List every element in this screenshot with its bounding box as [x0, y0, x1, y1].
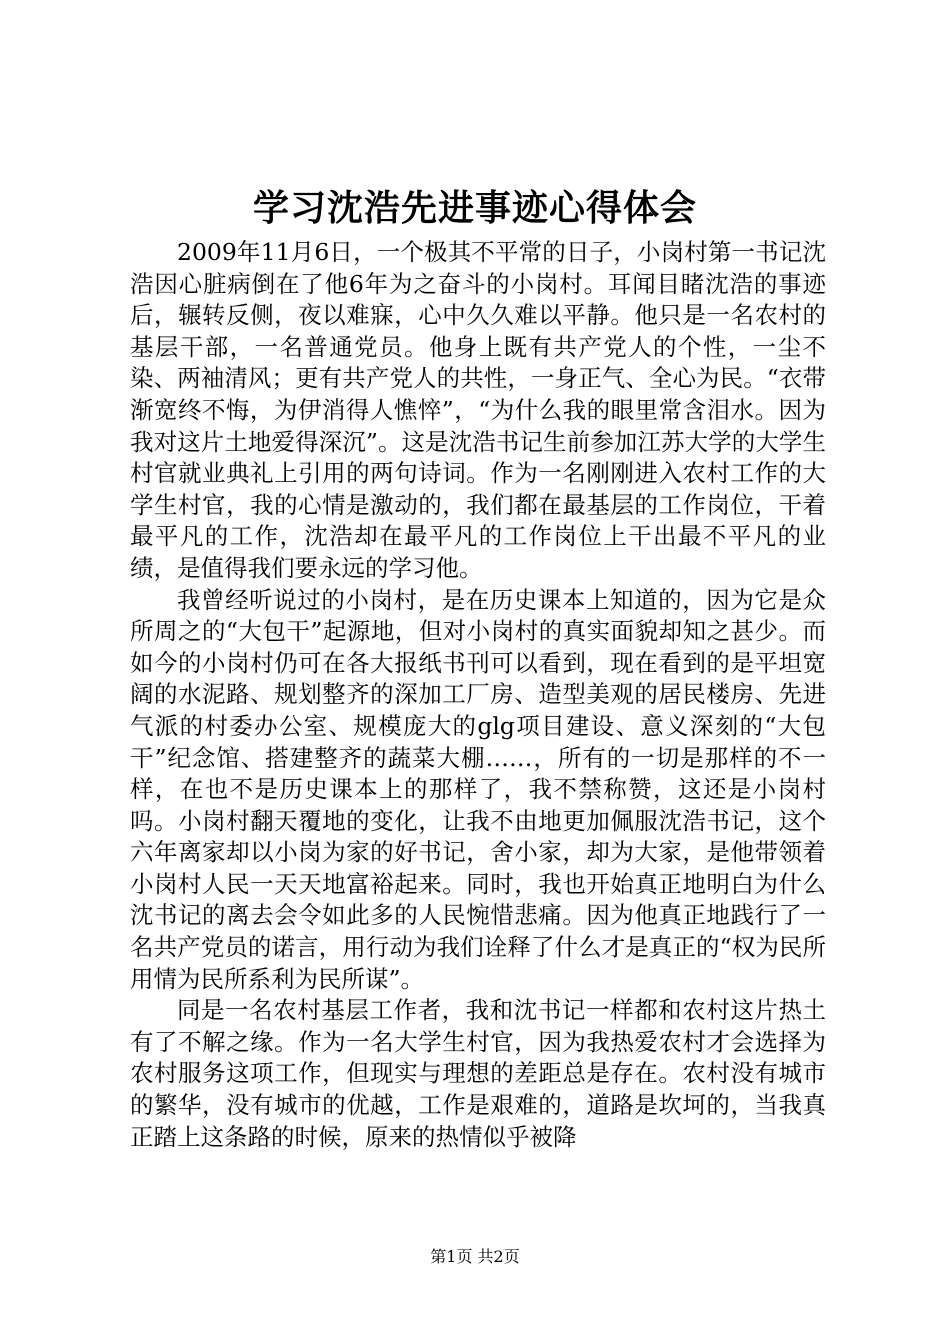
page-number-footer: 第1页 共2页 — [430, 1247, 520, 1266]
paragraph: 2009年11月6日，一个极其不平常的日子，小岗村第一书记沈浩因心脏病倒在了他6年为之奋斗的小岗村。耳闻目睹沈浩的事迹后，辗转反侧，夜以难寐，心中久久难以平静。他只是一名农村的基层干部，一名普通党员。他身上既有共产党人的个性，一尘不染、两袖清风；更有共产党人的共性，一身正气、全心为民。“衣带渐宽终不悔，为伊消得人憔悴”，“为什么我的眼里常含泪水。因为我对这片土地爱得深沉”。这是沈浩书记生前参加江苏大学的大学生村官就业典礼上引用的两句诗词。作为一名刚刚进入农村工作的大学生村官，我的心情是激动的，我们都在最基层的工作岗位，干着最平凡的工作，沈浩却在最平凡的工作岗位上干出最不平凡的业绩，是值得我们要永远的学习他。 — [130, 238, 826, 582]
document-title: 学习沈浩先进事迹心得体会 — [252, 187, 697, 229]
paragraph: 同是一名农村基层工作者，我和沈书记一样都和农村这片热土有了不解之缘。作为一名大学生村官，因为我热爱农村才会选择为农村服务这项工作，但现实与理想的差距总是存在。农村没有城市的繁华，没有城市的优越，工作是艰难的，道路是坎坷的，当我真正踏上这条路的时候，原来的热情似乎被降 — [130, 996, 826, 1151]
paragraph: 我曾经听说过的小岗村，是在历史课本上知道的，因为它是众所周之的“大包干”起源地，但对小岗村的真实面貌却知之甚少。而如今的小岗村仍可在各大报纸书刊可以看到，现在看到的是平坦宽阔的水泥路、规划整齐的深加工厂房、造型美观的居民楼房、先进气派的村委办公室、规模庞大的glg项目建设、意义深刻的“大包干”纪念馆、搭建整齐的蔬菜大棚……，所有的一切是那样的不一样，在也不是历史课本上的那样了，我不禁称赞，这还是小岗村吗。小岗村翻天覆地的变化，让我不由地更加佩服沈浩书记，这个六年离家却以小岗为家的好书记，舍小家，却为大家，是他带领着小岗村人民一天天地富裕起来。同时，我也开始真正地明白为什么沈书记的离去会令如此多的人民惋惜悲痛。因为他真正地践行了一名共产党员的诺言，用行动为我们诠释了什么才是真正的“权为民所用情为民所系利为民所谋”。 — [130, 585, 826, 993]
document-body — [130, 237, 826, 1153]
